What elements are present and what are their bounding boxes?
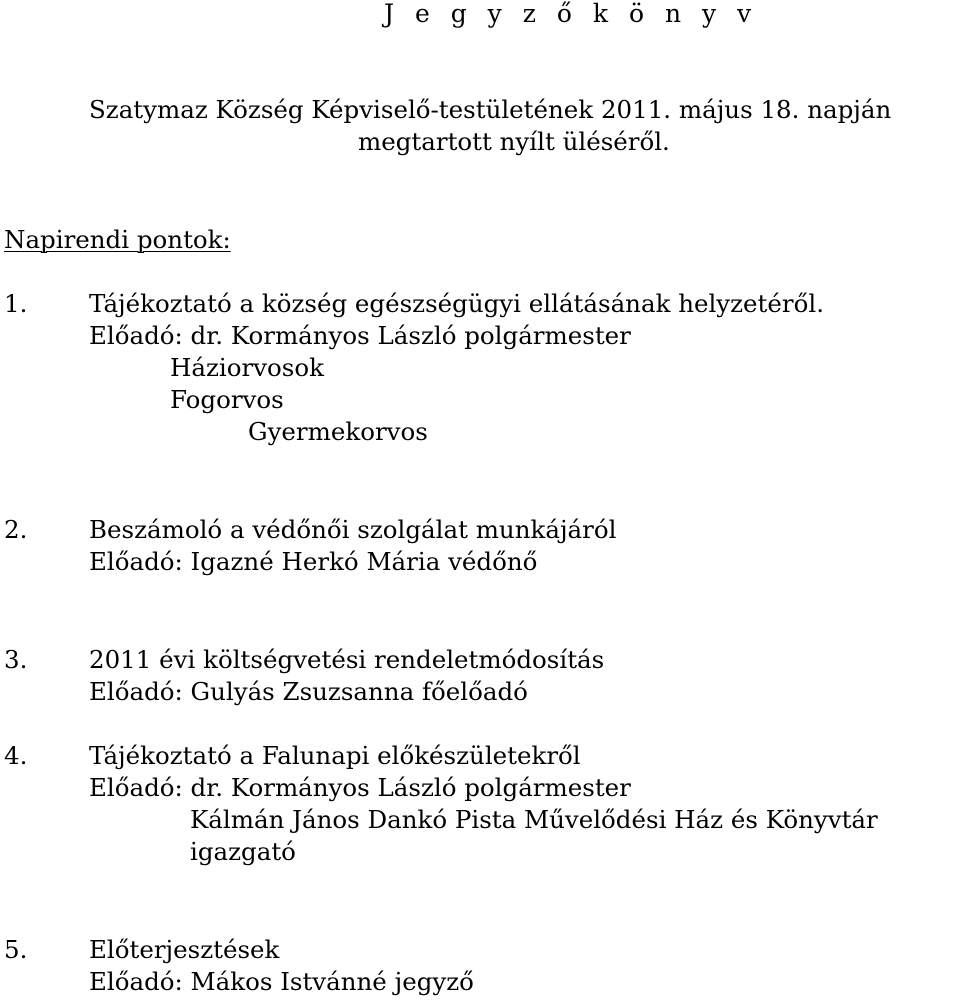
agenda-item-2 — [0, 514, 960, 546]
agenda-item-title: 2011 évi költségvetési rendeletmódosítás — [89, 645, 605, 674]
agenda-item-4 — [0, 740, 960, 772]
agenda-item-1 — [0, 288, 960, 320]
agenda-item-title: Előterjesztések — [89, 935, 280, 964]
agenda-item-presenter: Előadó: dr. Kormányos László polgármester — [89, 773, 631, 802]
agenda-item-3 — [0, 644, 960, 676]
agenda-item-title: Tájékoztató a község egészségügyi ellátásának helyzetéről. — [89, 289, 824, 318]
agenda-item-5 — [0, 934, 960, 966]
agenda-item-presenter: Előadó: Mákos Istvánné jegyző — [89, 967, 474, 996]
agenda-item-title: Beszámoló a védőnői szolgálat munkájáról — [89, 515, 617, 544]
agenda-item-presenter: Előadó: Gulyás Zsuzsanna főelőadó — [89, 677, 528, 706]
agenda-item-number: 4. — [4, 741, 28, 770]
agenda-item-number: 2. — [4, 515, 28, 544]
agenda-item-title: Tájékoztató a Falunapi előkészületekről — [89, 741, 581, 770]
agenda-item-additional-presenter: igazgató — [190, 837, 296, 866]
agenda-heading: Napirendi pontok: — [4, 225, 231, 254]
intro-line-2: megtartott nyílt üléséről. — [358, 127, 670, 156]
agenda-item-number: 1. — [4, 289, 28, 318]
agenda-item-additional-presenter: Fogorvos — [170, 385, 284, 414]
agenda-item-presenter: Előadó: dr. Kormányos László polgármester — [89, 321, 631, 350]
agenda-item-presenter: Előadó: Igazné Herkó Mária védőnő — [89, 547, 538, 576]
agenda-item-additional-presenter: Kálmán János Dankó Pista Művelődési Ház és Könyvtár — [190, 805, 878, 834]
document-title: J e g y z ő k ö n y v — [384, 0, 758, 28]
agenda-item-number: 3. — [4, 645, 28, 674]
agenda-item-number: 5. — [4, 935, 28, 964]
agenda-item-additional-presenter: Gyermekorvos — [248, 417, 428, 446]
agenda-item-additional-presenter: Háziorvosok — [170, 353, 324, 382]
intro-line-1: Szatymaz Község Képviselő-testületének 2011. május 18. napján — [89, 95, 892, 124]
